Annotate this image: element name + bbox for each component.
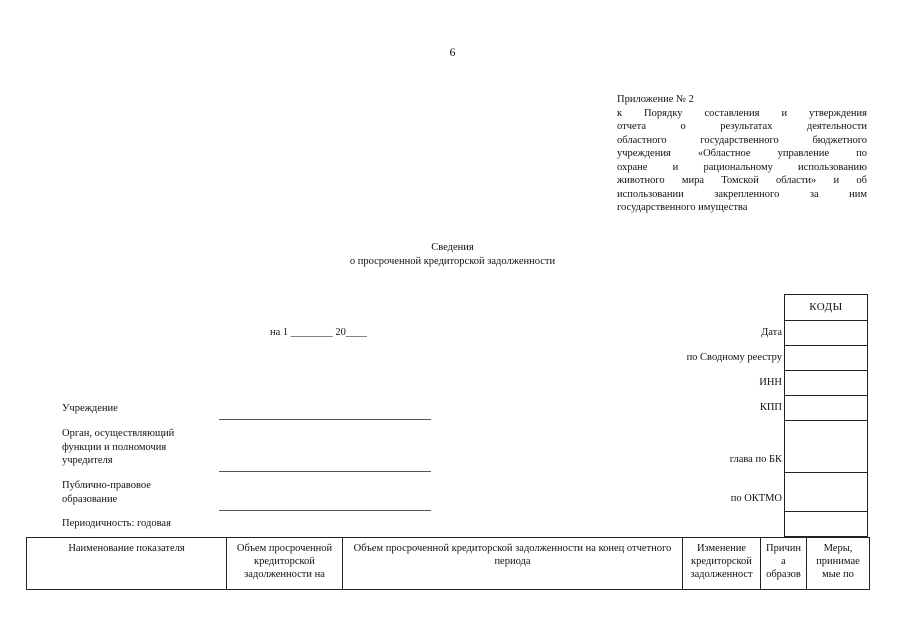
codes-divider bbox=[785, 472, 867, 473]
organ-fill-line bbox=[219, 471, 431, 472]
label-organ-line: Орган, осуществляющий bbox=[62, 428, 175, 439]
col-header-change: Изменение кредиторской задолженност bbox=[683, 538, 761, 590]
label-organ-line: учредителя bbox=[62, 455, 113, 466]
codes-box bbox=[784, 294, 868, 537]
label-municipal bbox=[62, 479, 151, 506]
label-inn: ИНН bbox=[759, 377, 782, 388]
label-municipal-line: образование bbox=[62, 493, 118, 505]
title-line-1: Сведения bbox=[431, 242, 474, 253]
label-kpp: КПП bbox=[759, 402, 782, 413]
appendix-line: отчета о результатах деятельности bbox=[617, 121, 867, 132]
label-oktmo: по ОКТМО bbox=[730, 493, 782, 504]
appendix-line: областного государственного бюджетного bbox=[617, 134, 867, 146]
codes-header: КОДЫ bbox=[785, 295, 867, 321]
codes-divider bbox=[785, 511, 867, 512]
codes-divider bbox=[785, 345, 867, 346]
codes-divider bbox=[785, 395, 867, 396]
label-municipal-line: Публично-правовое bbox=[62, 480, 151, 491]
appendix-line: к Порядку составления и утверждения bbox=[617, 107, 867, 119]
col-header-indicator: Наименование показателя bbox=[27, 538, 227, 590]
table-header-row bbox=[27, 538, 870, 590]
municipal-fill-line bbox=[219, 510, 431, 511]
label-organ bbox=[62, 427, 174, 468]
appendix-line: охране и рациональному использованию bbox=[617, 161, 867, 173]
document-title bbox=[0, 241, 905, 268]
col-header-reasons: Причин а образов bbox=[761, 538, 807, 590]
debt-table bbox=[26, 537, 870, 590]
appendix-line: государственного имущества bbox=[617, 202, 748, 213]
appendix-line: использовании закрепленного за ним bbox=[617, 188, 867, 200]
appendix-block bbox=[617, 93, 867, 215]
col-header-overdue-start: Объем просроченной кредиторской задолженности на bbox=[227, 538, 343, 590]
label-organ-line: функции и полномочия bbox=[62, 441, 167, 453]
institution-fill-line bbox=[219, 419, 431, 420]
label-registry: по Сводному реестру bbox=[686, 352, 782, 363]
report-date-line: на 1 ________ 20____ bbox=[270, 327, 367, 338]
col-header-measures: Меры, принимае мые по bbox=[807, 538, 870, 590]
codes-divider bbox=[785, 420, 867, 421]
page-number: 6 bbox=[449, 45, 456, 59]
label-bk: глава по БК bbox=[729, 454, 782, 465]
appendix-line: учреждения «Областное управление по bbox=[617, 148, 867, 159]
label-periodicity: Периодичность: годовая bbox=[62, 518, 171, 529]
col-header-overdue-end: Объем просроченной кредиторской задолженности на конец отчетного периода bbox=[343, 538, 683, 590]
appendix-heading: Приложение № 2 bbox=[617, 94, 694, 105]
label-date: Дата bbox=[761, 327, 782, 338]
codes-divider bbox=[785, 370, 867, 371]
label-institution: Учреждение bbox=[62, 403, 118, 414]
appendix-line: животного мира Томской области» и об bbox=[617, 175, 867, 186]
title-line-2: о просроченной кредиторской задолженности bbox=[349, 255, 556, 267]
